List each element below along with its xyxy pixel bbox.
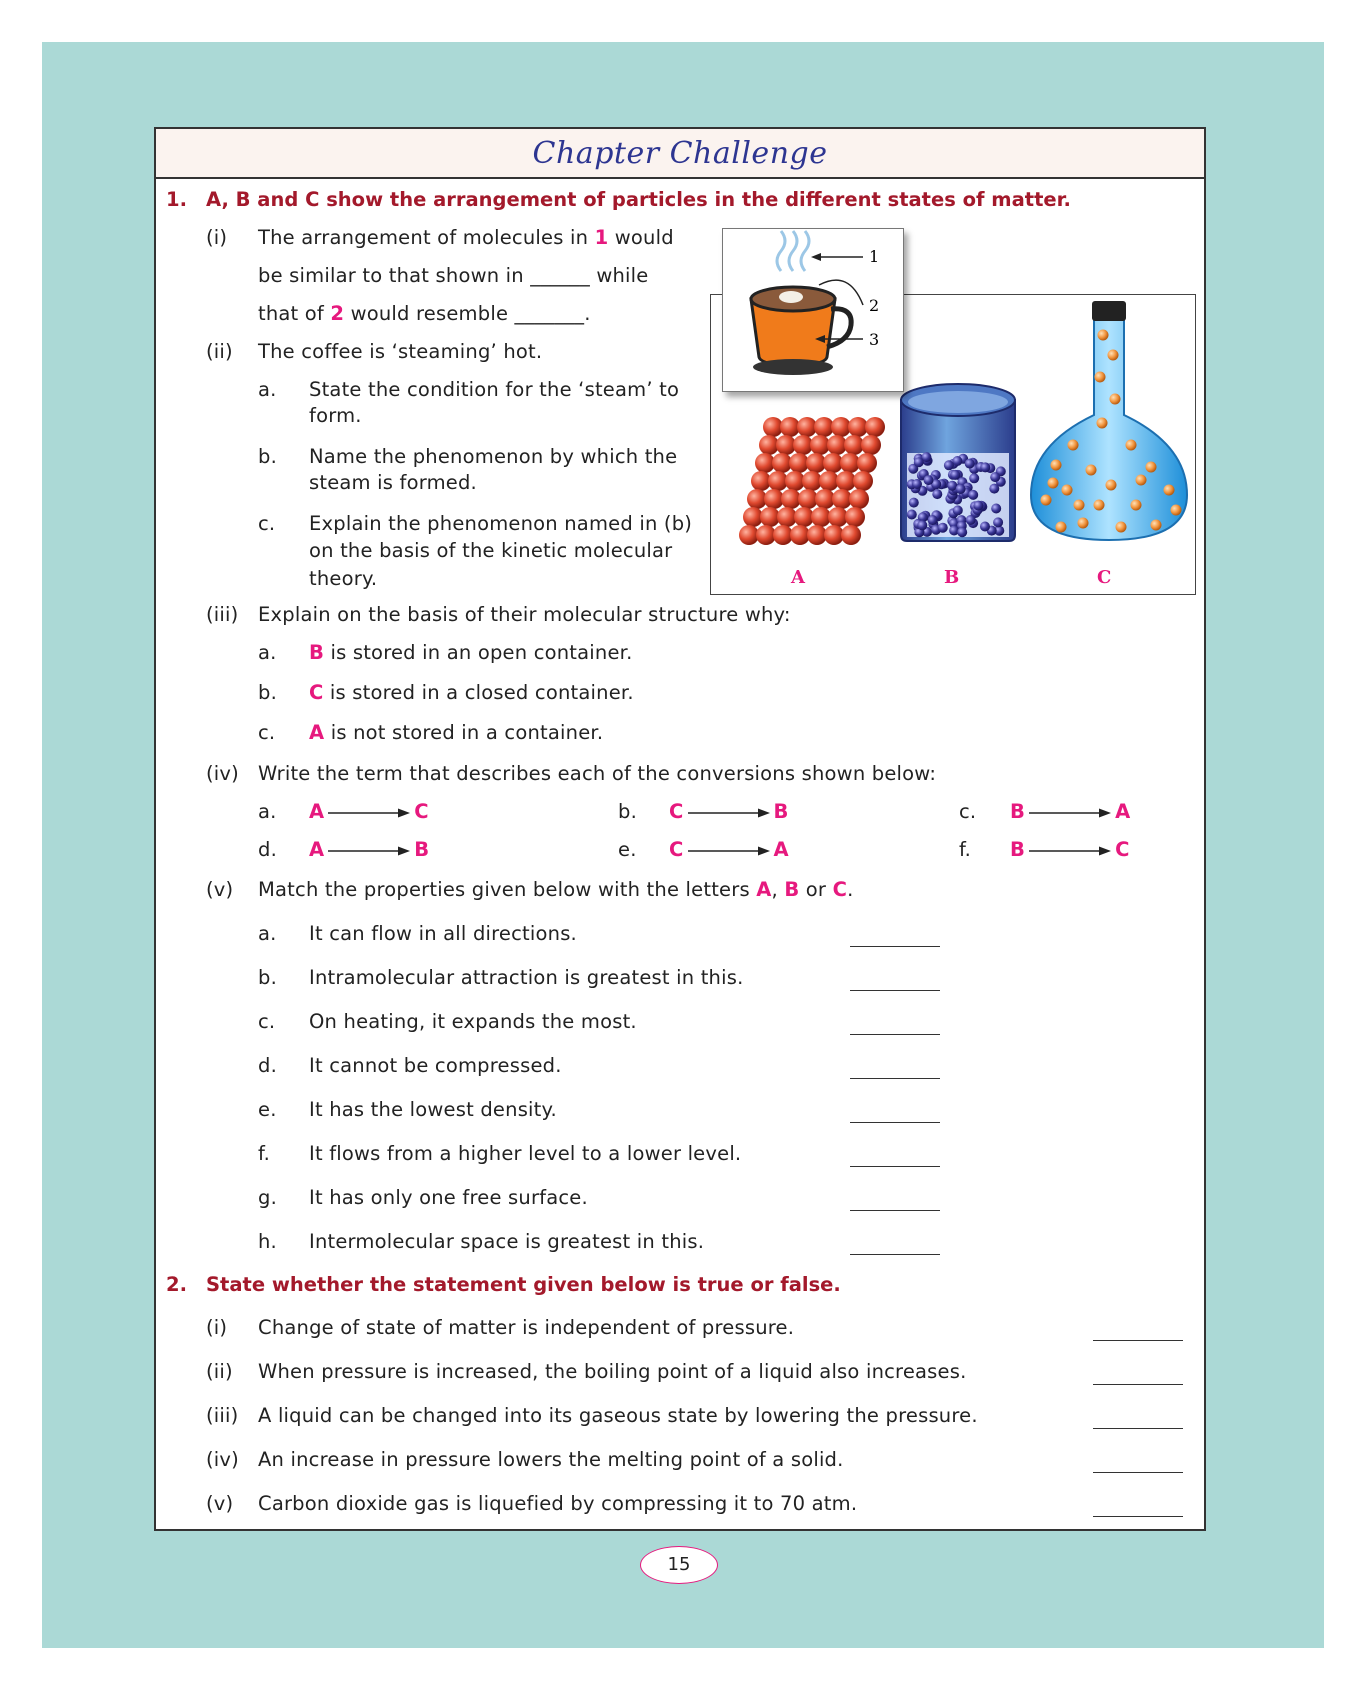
particle — [952, 456, 962, 466]
particle — [993, 517, 1003, 527]
match-item-label: a. — [258, 922, 277, 945]
q1-i-line1-post: would — [608, 226, 674, 249]
q1-v-text — [258, 878, 853, 902]
conversion-e — [618, 838, 789, 862]
q1-ii-a-line2: form. — [309, 404, 362, 427]
match-item-label: d. — [258, 1054, 277, 1077]
q1-iv-number: (iv) — [206, 762, 239, 785]
q1-iii-c — [309, 721, 603, 745]
match-item-label: g. — [258, 1186, 277, 1209]
conversion-d — [258, 838, 429, 862]
particle — [969, 473, 979, 483]
right-arrow-icon — [686, 845, 772, 857]
conversion-from: C — [669, 800, 684, 823]
q1-number: 1. — [166, 188, 187, 211]
match-item-text: It cannot be compressed. — [309, 1054, 562, 1077]
conversion-label: d. — [258, 838, 277, 861]
answer-blank[interactable] — [850, 1254, 940, 1255]
match-item-text: It has only one free surface. — [309, 1186, 588, 1209]
particle — [907, 510, 917, 520]
particle — [1062, 485, 1073, 496]
particle — [1056, 522, 1067, 533]
q1-v-mark-b: B — [784, 878, 800, 901]
particle — [950, 470, 960, 480]
match-item-text: It flows from a higher level to a lower level. — [309, 1142, 742, 1165]
q1-i-number: (i) — [206, 226, 228, 249]
coffee-cup-inset — [722, 228, 904, 392]
q1-i-line2: be similar to that shown in ______ while — [258, 264, 649, 287]
tf-item-text: An increase in pressure lowers the melting point of a solid. — [258, 1448, 844, 1471]
cup-callout-2: 2 — [869, 296, 880, 315]
q1-iii-a-mark: B — [309, 641, 325, 664]
conversion-label: f. — [959, 838, 972, 861]
particle — [1136, 475, 1147, 486]
q1-iii-text: Explain on the basis of their molecular structure why: — [258, 603, 791, 626]
particle — [1051, 460, 1062, 471]
conversion-to: B — [773, 800, 789, 823]
q1-iii-b — [309, 681, 634, 705]
particle — [932, 489, 942, 499]
q1-iii-b-text: is stored in a closed container. — [323, 681, 634, 704]
figure-label-c: C — [1097, 567, 1112, 588]
conversion-to: A — [773, 838, 789, 861]
match-item-label: f. — [258, 1142, 271, 1165]
tf-item-text: Carbon dioxide gas is liquefied by compressing it to 70 atm. — [258, 1492, 858, 1515]
particle — [944, 460, 954, 470]
particle — [957, 527, 967, 537]
particle — [1116, 522, 1127, 533]
q1-i-line3 — [258, 302, 591, 326]
coffee-cup-illustration — [723, 229, 903, 391]
match-item-text: It has the lowest density. — [309, 1098, 557, 1121]
particle — [1041, 495, 1052, 506]
q1-iii-number: (iii) — [206, 603, 239, 626]
q1-prompt: A, B and C show the arrangement of particles in the different states of matter. — [206, 188, 1071, 211]
particle — [966, 515, 976, 525]
answer-blank[interactable] — [1093, 1384, 1183, 1385]
q1-i-mark-2: 2 — [330, 302, 345, 325]
tf-item-number: (ii) — [206, 1360, 233, 1383]
conversion-from: A — [309, 838, 325, 861]
q1-v-mark-c: C — [832, 878, 848, 901]
answer-blank[interactable] — [850, 1034, 940, 1035]
particle — [1048, 478, 1059, 489]
q1-ii-c-label: c. — [258, 512, 276, 535]
q1-v-sep1: , — [771, 878, 785, 901]
particle — [845, 507, 865, 527]
page-title: Chapter Challenge — [532, 136, 828, 171]
match-item-text: Intermolecular space is greatest in this. — [309, 1230, 705, 1253]
q1-i-line1-pre: The arrangement of molecules in — [258, 226, 595, 249]
page-number: 15 — [640, 1546, 718, 1584]
particle — [853, 471, 873, 491]
particle — [1110, 394, 1121, 405]
q1-ii-a-label: a. — [258, 378, 277, 401]
q1-iii-a-label: a. — [258, 641, 277, 664]
right-arrow-icon — [1027, 807, 1113, 819]
match-item-text: Intramolecular attraction is greatest in this. — [309, 966, 744, 989]
particle — [1097, 418, 1108, 429]
tf-item-text: A liquid can be changed into its gaseous state by lowering the pressure. — [258, 1404, 978, 1427]
answer-blank[interactable] — [1093, 1516, 1183, 1517]
q1-iii-c-text: is not stored in a container. — [324, 721, 604, 744]
cup-callout-3: 3 — [869, 330, 880, 349]
particle — [980, 522, 990, 532]
match-item-label: h. — [258, 1230, 277, 1253]
answer-blank[interactable] — [1093, 1472, 1183, 1473]
tf-item-number: (iii) — [206, 1404, 239, 1427]
answer-blank[interactable] — [850, 990, 940, 991]
particle — [1074, 500, 1085, 511]
right-arrow-icon — [326, 845, 412, 857]
particle — [968, 490, 978, 500]
q1-v-sep2: or — [799, 878, 833, 901]
particle — [849, 489, 869, 509]
q1-v-number: (v) — [206, 878, 234, 901]
conversion-label: c. — [959, 800, 977, 823]
particle — [861, 435, 881, 455]
particle — [1106, 480, 1117, 491]
particle — [914, 457, 924, 467]
figure-label-b: B — [944, 567, 960, 588]
q1-v-mark-a: A — [756, 878, 772, 901]
particle — [924, 475, 934, 485]
match-item-label: b. — [258, 966, 277, 989]
tf-item-text: Change of state of matter is independent of pressure. — [258, 1316, 795, 1339]
title-bar — [156, 129, 1204, 179]
right-arrow-icon — [326, 807, 412, 819]
particle — [917, 520, 927, 530]
right-arrow-icon — [1027, 845, 1113, 857]
conversion-f — [959, 838, 1130, 862]
conversion-a — [258, 800, 429, 824]
particle — [956, 484, 966, 494]
match-item-label: c. — [258, 1010, 276, 1033]
particle — [1164, 485, 1175, 496]
particle — [1095, 372, 1106, 383]
particle — [1094, 500, 1105, 511]
conversion-from: A — [309, 800, 325, 823]
conversion-from: B — [1010, 800, 1026, 823]
q1-v-text-pre: Match the properties given below with the letters — [258, 878, 757, 901]
q1-i-line3-post: would resemble _______. — [344, 302, 591, 325]
answer-blank[interactable] — [850, 1122, 940, 1123]
q2-prompt: State whether the statement given below is true or false. — [206, 1273, 841, 1296]
particle — [1086, 465, 1097, 476]
particle — [857, 453, 877, 473]
particle — [980, 462, 990, 472]
particle — [973, 501, 983, 511]
q1-iv-text: Write the term that describes each of the conversions shown below: — [258, 762, 937, 785]
q1-iii-a-text: is stored in an open container. — [324, 641, 633, 664]
particle — [1108, 350, 1119, 361]
conversion-to: C — [414, 800, 429, 823]
q1-i-mark-1: 1 — [594, 226, 609, 249]
particle — [1098, 330, 1109, 341]
q1-ii-c-line1: Explain the phenomenon named in (b) — [309, 512, 693, 535]
q1-v-end: . — [847, 878, 854, 901]
q1-ii-c-line3: theory. — [309, 567, 378, 590]
particle — [989, 484, 999, 494]
conversion-b — [618, 800, 789, 824]
tf-item-text: When pressure is increased, the boiling point of a liquid also increases. — [258, 1360, 967, 1383]
match-item-text: On heating, it expands the most. — [309, 1010, 637, 1033]
q1-i-line1 — [258, 226, 674, 250]
q1-ii-c-line2: on the basis of the kinetic molecular — [309, 539, 673, 562]
answer-blank[interactable] — [850, 946, 940, 947]
particle — [909, 498, 919, 508]
match-item-label: e. — [258, 1098, 277, 1121]
particle — [990, 472, 1000, 482]
q2-number: 2. — [166, 1273, 187, 1296]
conversion-to: B — [414, 838, 430, 861]
particle — [1078, 518, 1089, 529]
answer-blank[interactable] — [1093, 1340, 1183, 1341]
particle — [1131, 500, 1142, 511]
particle — [928, 515, 938, 525]
conversion-label: a. — [258, 800, 277, 823]
q1-iii-c-label: c. — [258, 721, 276, 744]
q1-ii-b-line1: Name the phenomenon by which the — [309, 445, 678, 468]
conversion-from: C — [669, 838, 684, 861]
answer-blank[interactable] — [1093, 1428, 1183, 1429]
match-item-text: It can flow in all directions. — [309, 922, 577, 945]
q1-ii-b-line2: steam is formed. — [309, 471, 477, 494]
solid-particles-cube — [739, 417, 885, 545]
gas-flask — [1031, 301, 1187, 540]
q1-ii-b-label: b. — [258, 445, 277, 468]
cup-callout-1: 1 — [869, 247, 880, 266]
tf-item-number: (i) — [206, 1316, 228, 1339]
right-arrow-icon — [686, 807, 772, 819]
answer-blank[interactable] — [850, 1078, 940, 1079]
q1-iii-b-label: b. — [258, 681, 277, 704]
particle — [1151, 520, 1162, 531]
particle — [841, 525, 861, 545]
particle — [953, 505, 963, 515]
q1-i-line3-pre: that of — [258, 302, 331, 325]
answer-blank[interactable] — [850, 1166, 940, 1167]
q1-ii-a-line1: State the condition for the ‘steam’ to — [309, 378, 680, 401]
tf-item-number: (iv) — [206, 1448, 239, 1471]
conversion-to: C — [1115, 838, 1130, 861]
answer-blank[interactable] — [850, 1210, 940, 1211]
particle — [991, 504, 1001, 514]
q1-ii-number: (ii) — [206, 340, 233, 363]
liquid-beaker — [901, 384, 1015, 541]
particle — [865, 417, 885, 437]
q1-iii-c-mark: A — [309, 721, 325, 744]
q1-iii-a — [309, 641, 633, 665]
particle — [1171, 505, 1182, 516]
q1-iii-b-mark: C — [309, 681, 324, 704]
conversion-label: b. — [618, 800, 637, 823]
particle — [1146, 462, 1157, 473]
conversion-from: B — [1010, 838, 1026, 861]
conversion-c — [959, 800, 1130, 824]
conversion-label: e. — [618, 838, 637, 861]
q1-ii-text: The coffee is ‘steaming’ hot. — [258, 340, 543, 363]
particle — [912, 479, 922, 489]
conversion-to: A — [1115, 800, 1131, 823]
tf-item-number: (v) — [206, 1492, 234, 1515]
particle — [965, 459, 975, 469]
figure-label-a: A — [791, 567, 805, 588]
particle — [1126, 440, 1137, 451]
particle — [938, 523, 948, 533]
particle — [1068, 440, 1079, 451]
